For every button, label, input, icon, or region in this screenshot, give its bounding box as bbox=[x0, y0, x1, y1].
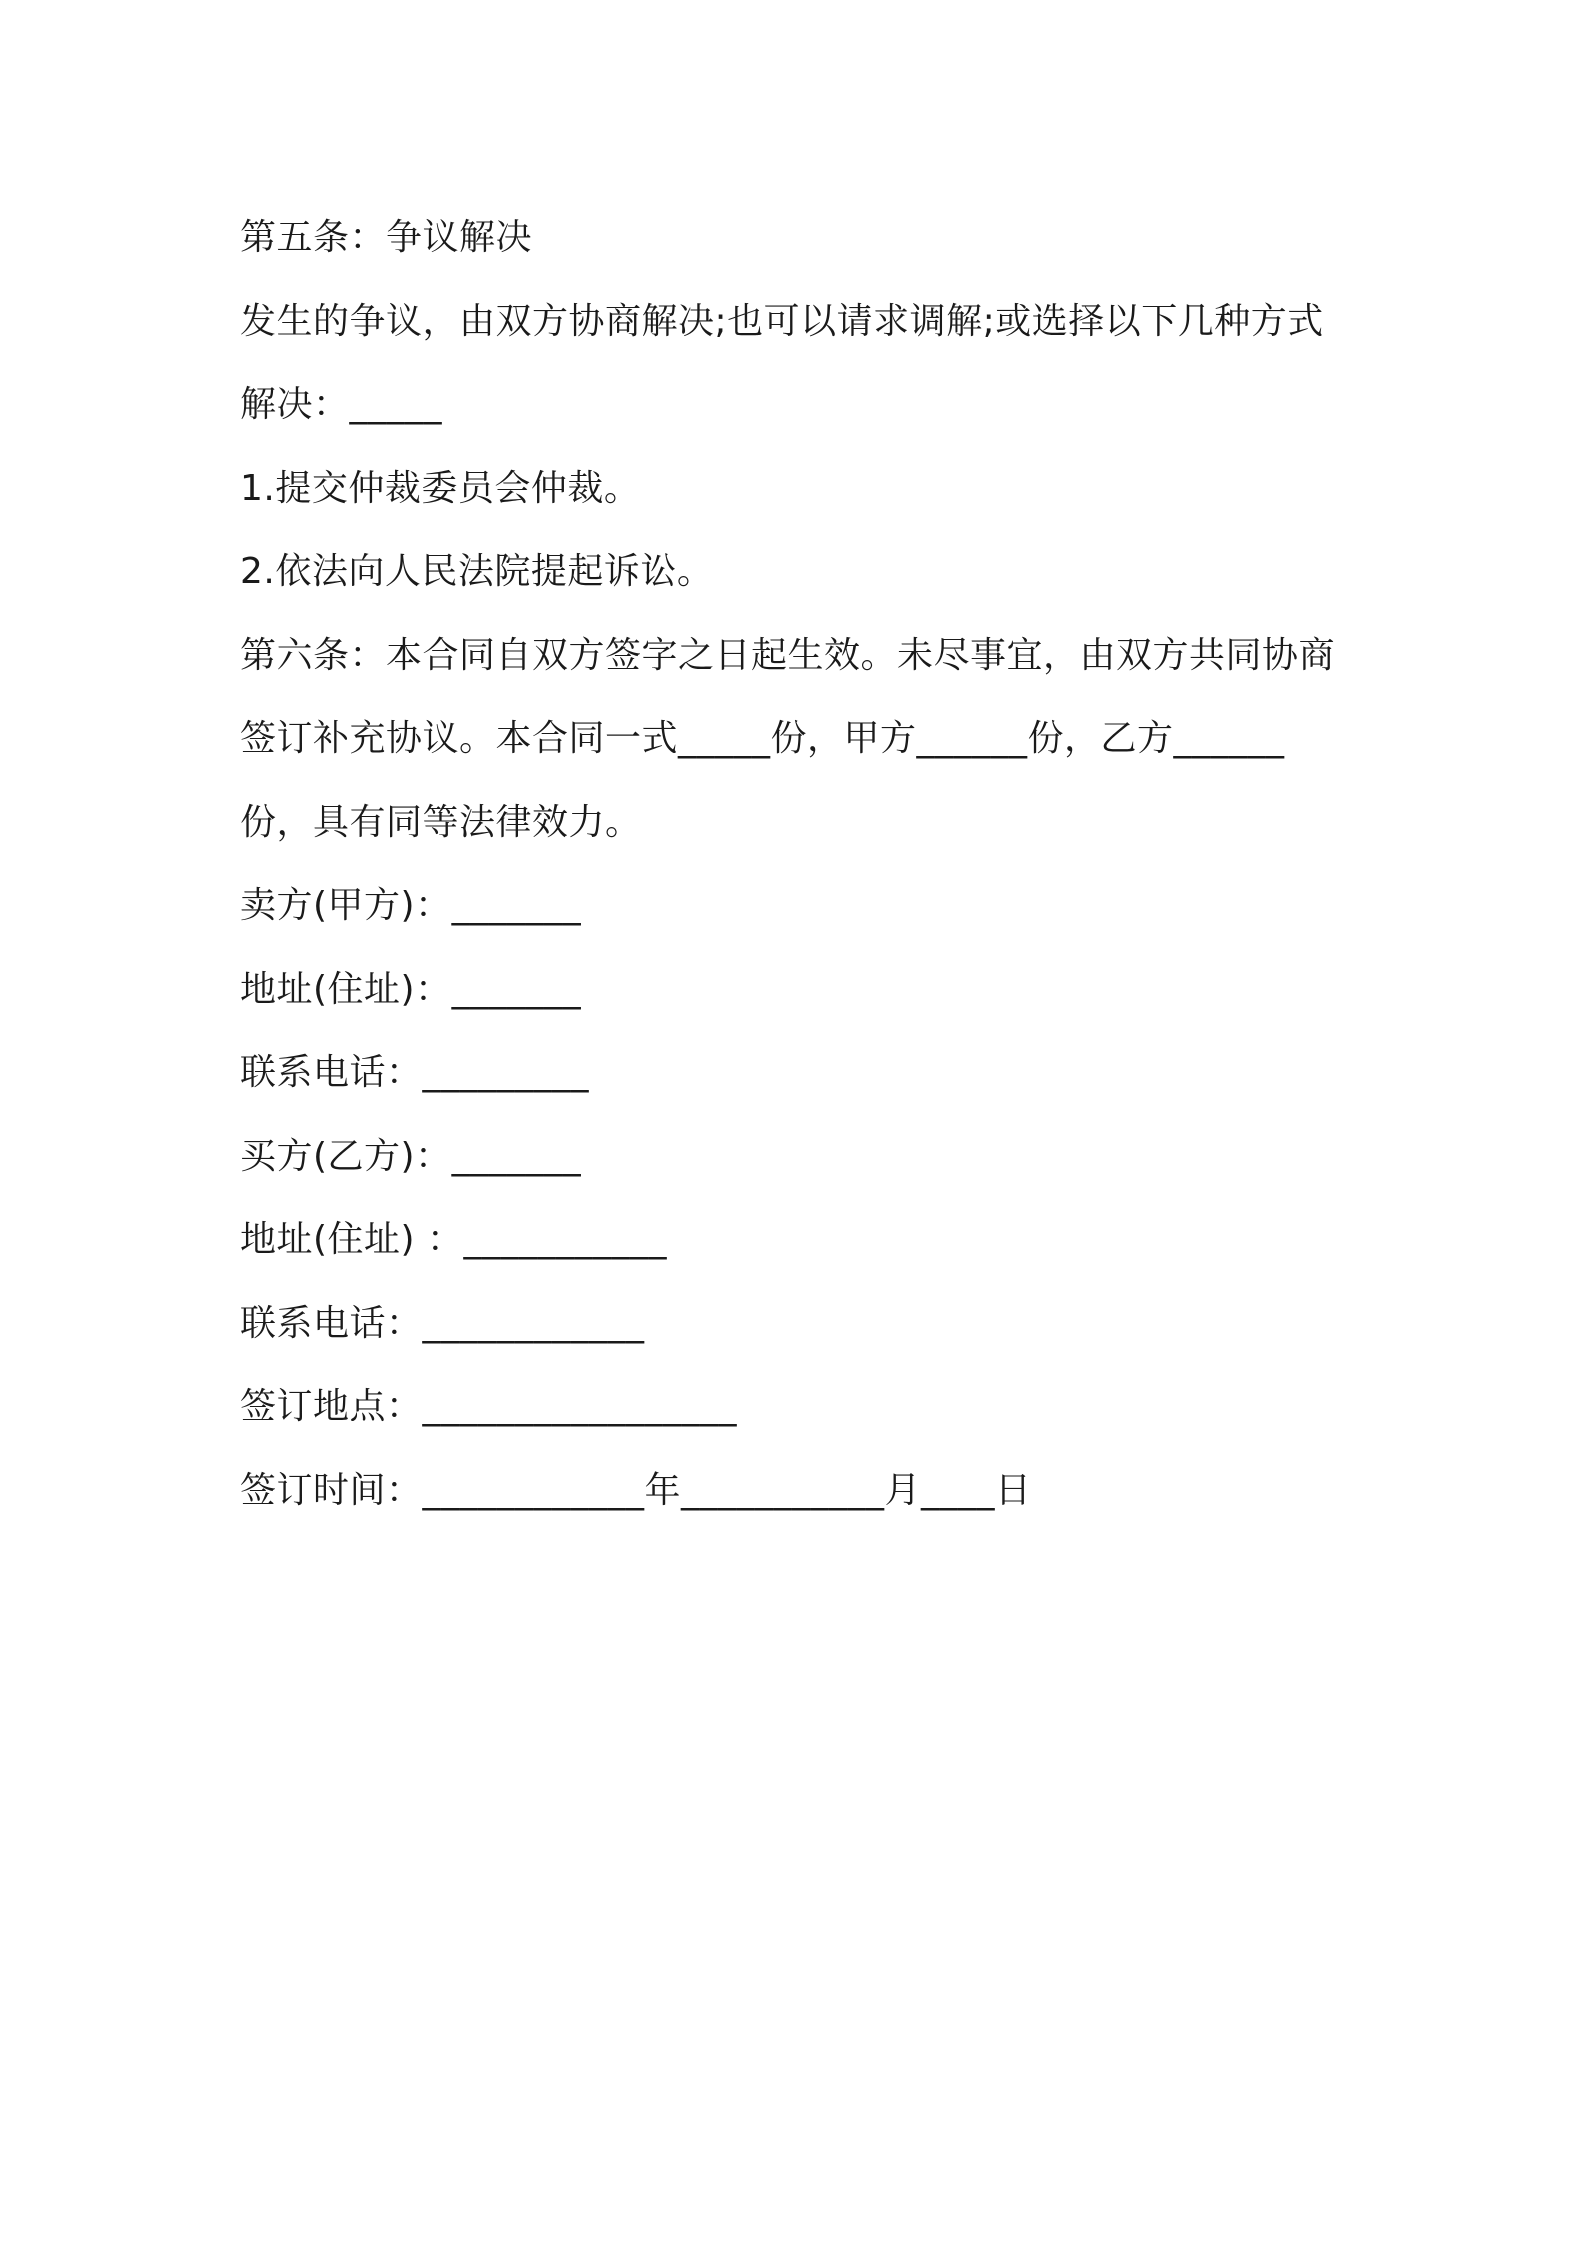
article-5-text-line-2: 解决：_____ bbox=[240, 384, 443, 425]
seller-address-field: 地址(住址)：_______ bbox=[240, 968, 582, 1010]
article-6-text-line-1: 第六条：本合同自双方签字之日起生效。未尽事宜，由双方共同协商 bbox=[240, 634, 1336, 676]
option-litigation: 2.依法向人民法院提起诉讼。 bbox=[240, 551, 714, 592]
signing-date-field: 签订时间：____________年___________月____日 bbox=[240, 1469, 1032, 1511]
article-5-text-line-1: 发生的争议，由双方协商解决;也可以请求调解;或选择以下几种方式 bbox=[240, 300, 1324, 342]
option-arbitration: 1.提交仲裁委员会仲裁。 bbox=[240, 467, 641, 509]
buyer-field: 买方(乙方)：_______ bbox=[240, 1135, 582, 1177]
seller-phone-field: 联系电话：_________ bbox=[240, 1052, 590, 1093]
article-5-heading: 第五条：争议解决 bbox=[240, 217, 533, 258]
article-6-text-line-2: 签订补充协议。本合同一式_____份，甲方______份，乙方______ bbox=[240, 718, 1285, 759]
signing-place-field: 签订地点：_________________ bbox=[240, 1386, 738, 1427]
seller-field: 卖方(甲方)：_______ bbox=[240, 885, 582, 926]
buyer-phone-field: 联系电话：____________ bbox=[240, 1302, 645, 1344]
buyer-address-field: 地址(住址) ：___________ bbox=[240, 1219, 668, 1260]
article-6-text-line-3: 份，具有同等法律效力。 bbox=[240, 801, 642, 843]
document-body bbox=[240, 196, 1360, 1532]
